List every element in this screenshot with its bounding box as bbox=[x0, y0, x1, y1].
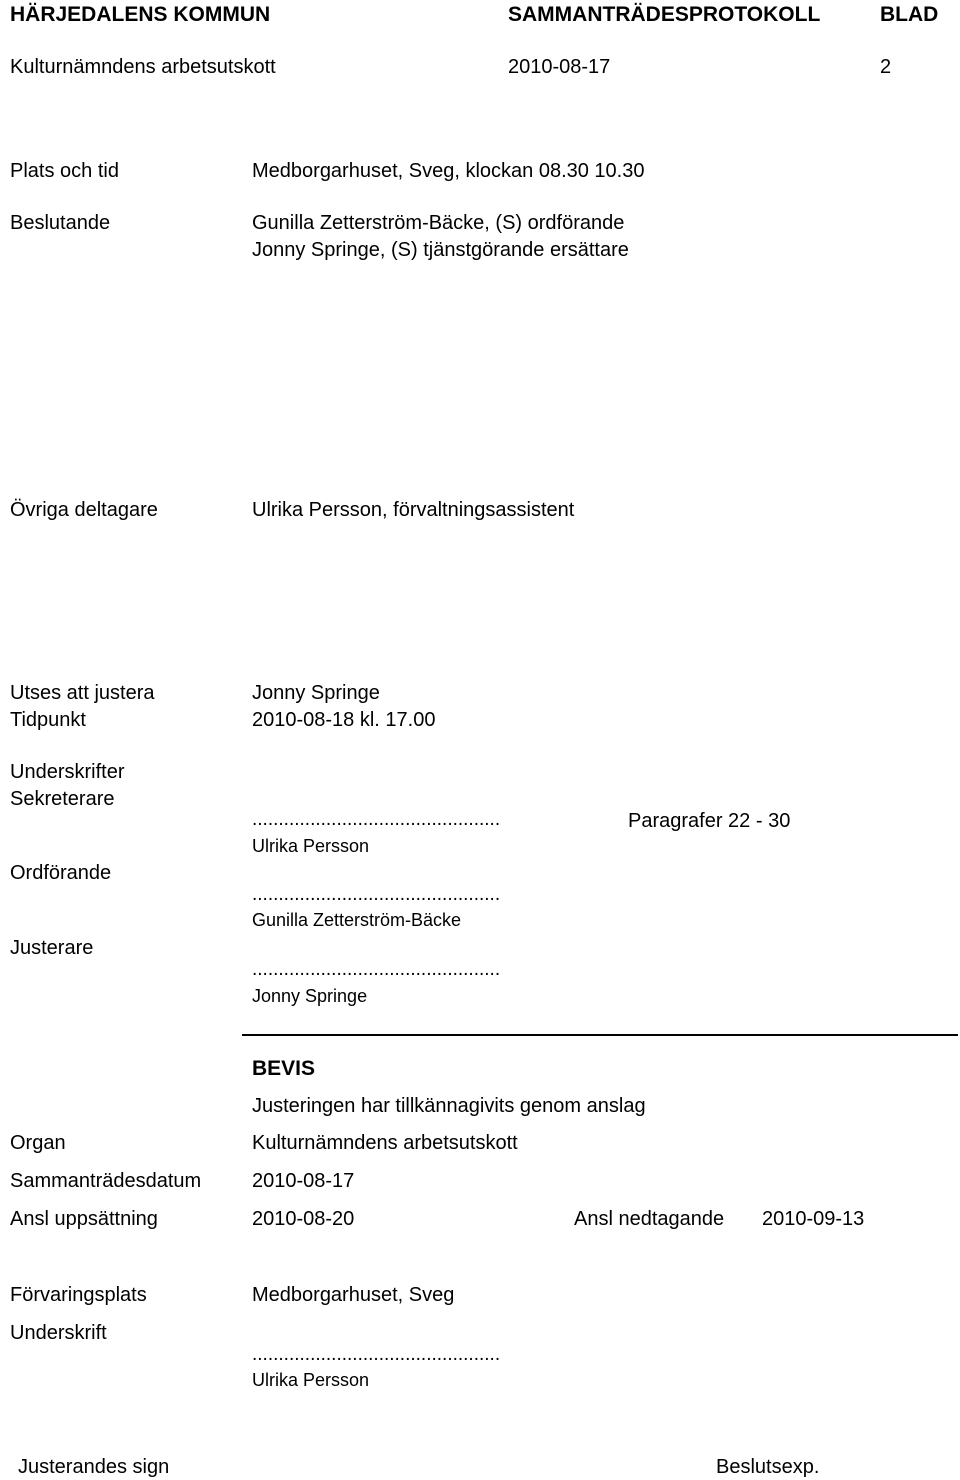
certificate-statement: Justeringen har tillkännagivits genom anslag bbox=[252, 1095, 646, 1117]
posted-label: Ansl uppsättning bbox=[10, 1208, 158, 1230]
chair-name: Gunilla Zetterström-Bäcke bbox=[252, 910, 462, 930]
footer-adjuster-sign: Justerandes sign bbox=[18, 1456, 170, 1478]
secretary-label: Sekreterare bbox=[10, 788, 115, 810]
storage-label: Förvaringsplats bbox=[10, 1284, 147, 1306]
adjuster-label: Justerare bbox=[10, 937, 94, 959]
page-number: 2 bbox=[880, 56, 892, 78]
appointed-label: Utses att justera bbox=[10, 682, 155, 704]
committee-name: Kulturnämndens arbetsutskott bbox=[10, 56, 276, 78]
place-label: Plats och tid bbox=[10, 160, 119, 182]
paragraph-range: Paragrafer 22 - 30 bbox=[628, 810, 791, 832]
secretary-name: Ulrika Persson bbox=[252, 836, 370, 856]
decision-member: Jonny Springe, (S) tjänstgörande ersättare bbox=[252, 239, 629, 261]
others-value: Ulrika Persson, förvaltningsassistent bbox=[252, 499, 575, 521]
signature-name: Ulrika Persson bbox=[252, 1370, 370, 1390]
footer-decision-copy: Beslutsexp. bbox=[716, 1456, 820, 1478]
removed-label: Ansl nedtagande bbox=[574, 1208, 725, 1230]
others-label: Övriga deltagare bbox=[10, 499, 158, 521]
decision-member: Gunilla Zetterström-Bäcke, (S) ordförande bbox=[252, 212, 625, 234]
organ-label: Organ bbox=[10, 1132, 66, 1154]
time-value: 2010-08-18 kl. 17.00 bbox=[252, 709, 436, 731]
decision-label: Beslutande bbox=[10, 212, 111, 234]
organ-value: Kulturnämndens arbetsutskott bbox=[252, 1132, 518, 1154]
signatures-heading: Underskrifter bbox=[10, 761, 125, 783]
appointed-value: Jonny Springe bbox=[252, 682, 380, 704]
meeting-date-label: Sammanträdesdatum bbox=[10, 1170, 202, 1192]
chair-label: Ordförande bbox=[10, 862, 112, 884]
document-type: SAMMANTRÄDESPROTOKOLL bbox=[508, 3, 821, 26]
blad-label: BLAD bbox=[880, 3, 939, 26]
removed-value: 2010-09-13 bbox=[762, 1208, 865, 1230]
section-divider bbox=[242, 1034, 958, 1036]
signature-label: Underskrift bbox=[10, 1322, 107, 1344]
municipality-name: HÄRJEDALENS KOMMUN bbox=[10, 3, 271, 26]
certificate-title: BEVIS bbox=[252, 1057, 316, 1080]
meeting-date-value: 2010-08-17 bbox=[252, 1170, 355, 1192]
place-value: Medborgarhuset, Sveg, klockan 08.30 10.30 bbox=[252, 160, 645, 182]
time-label: Tidpunkt bbox=[10, 709, 86, 731]
meeting-date: 2010-08-17 bbox=[508, 56, 611, 78]
posted-value: 2010-08-20 bbox=[252, 1208, 355, 1230]
storage-value: Medborgarhuset, Sveg bbox=[252, 1284, 455, 1306]
signature-line: ............................................... bbox=[252, 1344, 501, 1365]
adjuster-signature-line: ............................................... bbox=[252, 959, 501, 980]
secretary-signature-line: ............................................... bbox=[252, 809, 501, 830]
chair-signature-line: ............................................... bbox=[252, 884, 501, 905]
adjuster-name: Jonny Springe bbox=[252, 986, 368, 1006]
